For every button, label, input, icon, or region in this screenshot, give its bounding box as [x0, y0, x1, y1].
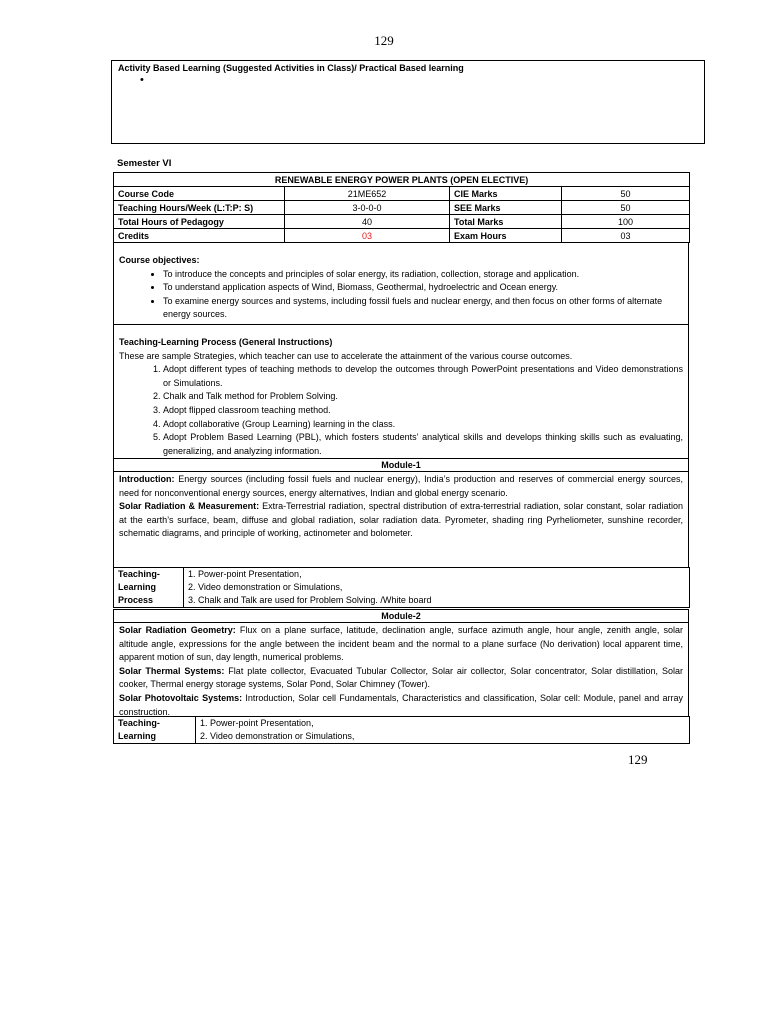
module-2-heading: Module-2	[113, 609, 689, 623]
table-row	[114, 215, 690, 229]
tl-label-line: Process	[118, 595, 154, 605]
module-2-teaching-learning	[113, 716, 690, 744]
row-label: CIE Marks	[450, 187, 562, 201]
teaching-process	[113, 324, 689, 459]
teaching-process-intro: These are sample Strategies, which teacher can use to accelerate the attainment of the various course outcomes.	[119, 350, 573, 361]
row-value: 40	[285, 215, 450, 229]
row-value: 3-0-0-0	[285, 201, 450, 215]
topic-label: Solar Radiation & Measurement:	[119, 501, 260, 512]
list-item: • To understand application aspects of Wind, Biomass, Geothermal, hydroelectric and Ocean energy.	[163, 281, 683, 295]
row-label: Total Hours of Pedagogy	[114, 215, 285, 229]
list-item: 5. Adopt Problem Based Learning (PBL), which fosters students’ analytical skills and develops thinking skills such as evaluating, generalizing, and analyzing information.	[163, 431, 683, 458]
tl-label-line: Teaching-	[118, 718, 160, 728]
list-item: • To introduce the concepts and principles of solar energy, its radiation, collection, storage and application.	[163, 268, 683, 282]
table-row	[114, 187, 690, 201]
objectives-title: Course objectives:	[119, 255, 200, 265]
topic-label: Solar Photovoltaic Systems:	[119, 692, 243, 703]
list-item: 2. Chalk and Talk method for Problem Solving.	[163, 390, 683, 404]
table-row	[114, 173, 690, 187]
course-info-table	[113, 172, 690, 243]
course-title: RENEWABLE ENERGY POWER PLANTS (OPEN ELECTIVE)	[114, 173, 690, 187]
topic-text: Extra-Terrestrial radiation, spectral distribution of extra-terrestrial radiation, solar constant, solar radiation at the earth’s surface, beam, diffuse and global radiation, solar radiation data. Pyrometer, shading ring Pyrheliometer, sunshine recorder, schematic diagrams, and principle of working, actinometer and bolometer.	[119, 501, 683, 539]
table-row	[114, 201, 690, 215]
tl-label-line: Learning	[118, 582, 157, 592]
tl-label-line: Learning	[118, 731, 157, 741]
list-item: 3. Adopt flipped classroom teaching method.	[163, 404, 683, 418]
topic-label: Solar Thermal Systems:	[119, 665, 225, 676]
topic-label: Solar Radiation Geometry:	[119, 625, 236, 635]
row-label: Exam Hours	[450, 229, 562, 243]
row-label: Teaching Hours/Week (L:T:P: S)	[114, 201, 285, 215]
topic-text: Energy sources (including fossil fuels and nuclear energy), India’s production and reserves of commercial energy sources, need for nonconventional energy sources, energy alternatives, Indian and global energy scenario.	[119, 474, 683, 498]
topic-text: Flat plate collector, Evacuated Tubular Collector, Solar air collector, Solar concentrator, Solar distillation, Solar cooker, Thermal energy storage systems, Solar Pond, Solar Chimney (Tower).	[119, 665, 683, 690]
topic-text: Flux on a plane surface, latitude, declination angle, surface azimuth angle, hour angle, zenith angle, solar altitude angle, expressions for the angle between the incident beam and the normal to a plane surface (No derivation) local apparent time, apparent motion of sun, day length, numerical problems.	[119, 625, 684, 663]
page-number-bottom: 129	[628, 752, 648, 767]
tl-label-line: Teaching-	[118, 569, 160, 579]
activity-box	[111, 60, 705, 144]
row-value: 100	[562, 215, 690, 229]
list-item: 1. Adopt different types of teaching methods to develop the outcomes through PowerPoint presentations and Video demonstrations or Simulations.	[163, 363, 683, 390]
module-2-thermal	[119, 665, 683, 692]
list-item: 2. Video demonstration or Simulations,	[188, 582, 343, 592]
row-value: 50	[562, 201, 690, 215]
objectives-list	[119, 268, 683, 322]
module-2-content	[113, 622, 689, 717]
module-1-solar-radiation	[119, 500, 683, 541]
activity-bullet: •	[140, 74, 144, 86]
topic-text: Introduction, Solar cell Fundamentals, Characteristics and classification, Solar cell: Module, panel and array construction.	[119, 692, 683, 717]
list-item: • To examine energy sources and systems, including fossil fuels and nuclear energy, and then focus on other forms of alternate energy sources.	[163, 295, 683, 322]
teaching-learning-label	[114, 568, 184, 608]
module-1-intro	[119, 473, 683, 500]
table-row	[114, 568, 690, 608]
teaching-learning-methods	[184, 568, 690, 608]
teaching-process-title: Teaching-Learning Process (General Instructions)	[119, 337, 333, 347]
list-item: 1. Power-point Presentation,	[200, 718, 314, 728]
row-label: Credits	[114, 229, 285, 243]
module-1-content	[113, 471, 689, 568]
row-value: 50	[562, 187, 690, 201]
teaching-learning-methods	[196, 717, 690, 744]
list-item: 4. Adopt collaborative (Group Learning) learning in the class.	[163, 418, 683, 432]
row-label: Course Code	[114, 187, 285, 201]
activity-title: Activity Based Learning (Suggested Activities in Class)/ Practical Based learning	[118, 63, 464, 73]
teaching-learning-label	[114, 717, 196, 744]
course-objectives	[113, 242, 689, 325]
table-row	[114, 229, 690, 243]
module-2-geometry	[119, 624, 683, 665]
list-item: 2. Video demonstration or Simulations,	[200, 731, 355, 741]
module-1-heading: Module-1	[113, 458, 689, 472]
list-item: 3. Chalk and Talk are used for Problem Solving. /White board	[188, 595, 432, 605]
row-label: Total Marks	[450, 215, 562, 229]
teaching-process-list	[119, 363, 683, 458]
list-item: 1. Power-point Presentation,	[188, 569, 302, 579]
table-row	[114, 717, 690, 744]
row-label: SEE Marks	[450, 201, 562, 215]
semester-label: Semester VI	[117, 158, 172, 169]
row-value: 03	[562, 229, 690, 243]
page-number-top: 129	[374, 33, 394, 48]
row-value: 21ME652	[285, 187, 450, 201]
credits-value: 03	[285, 229, 450, 243]
module-1-teaching-learning	[113, 567, 690, 608]
topic-label: Introduction:	[119, 474, 175, 484]
